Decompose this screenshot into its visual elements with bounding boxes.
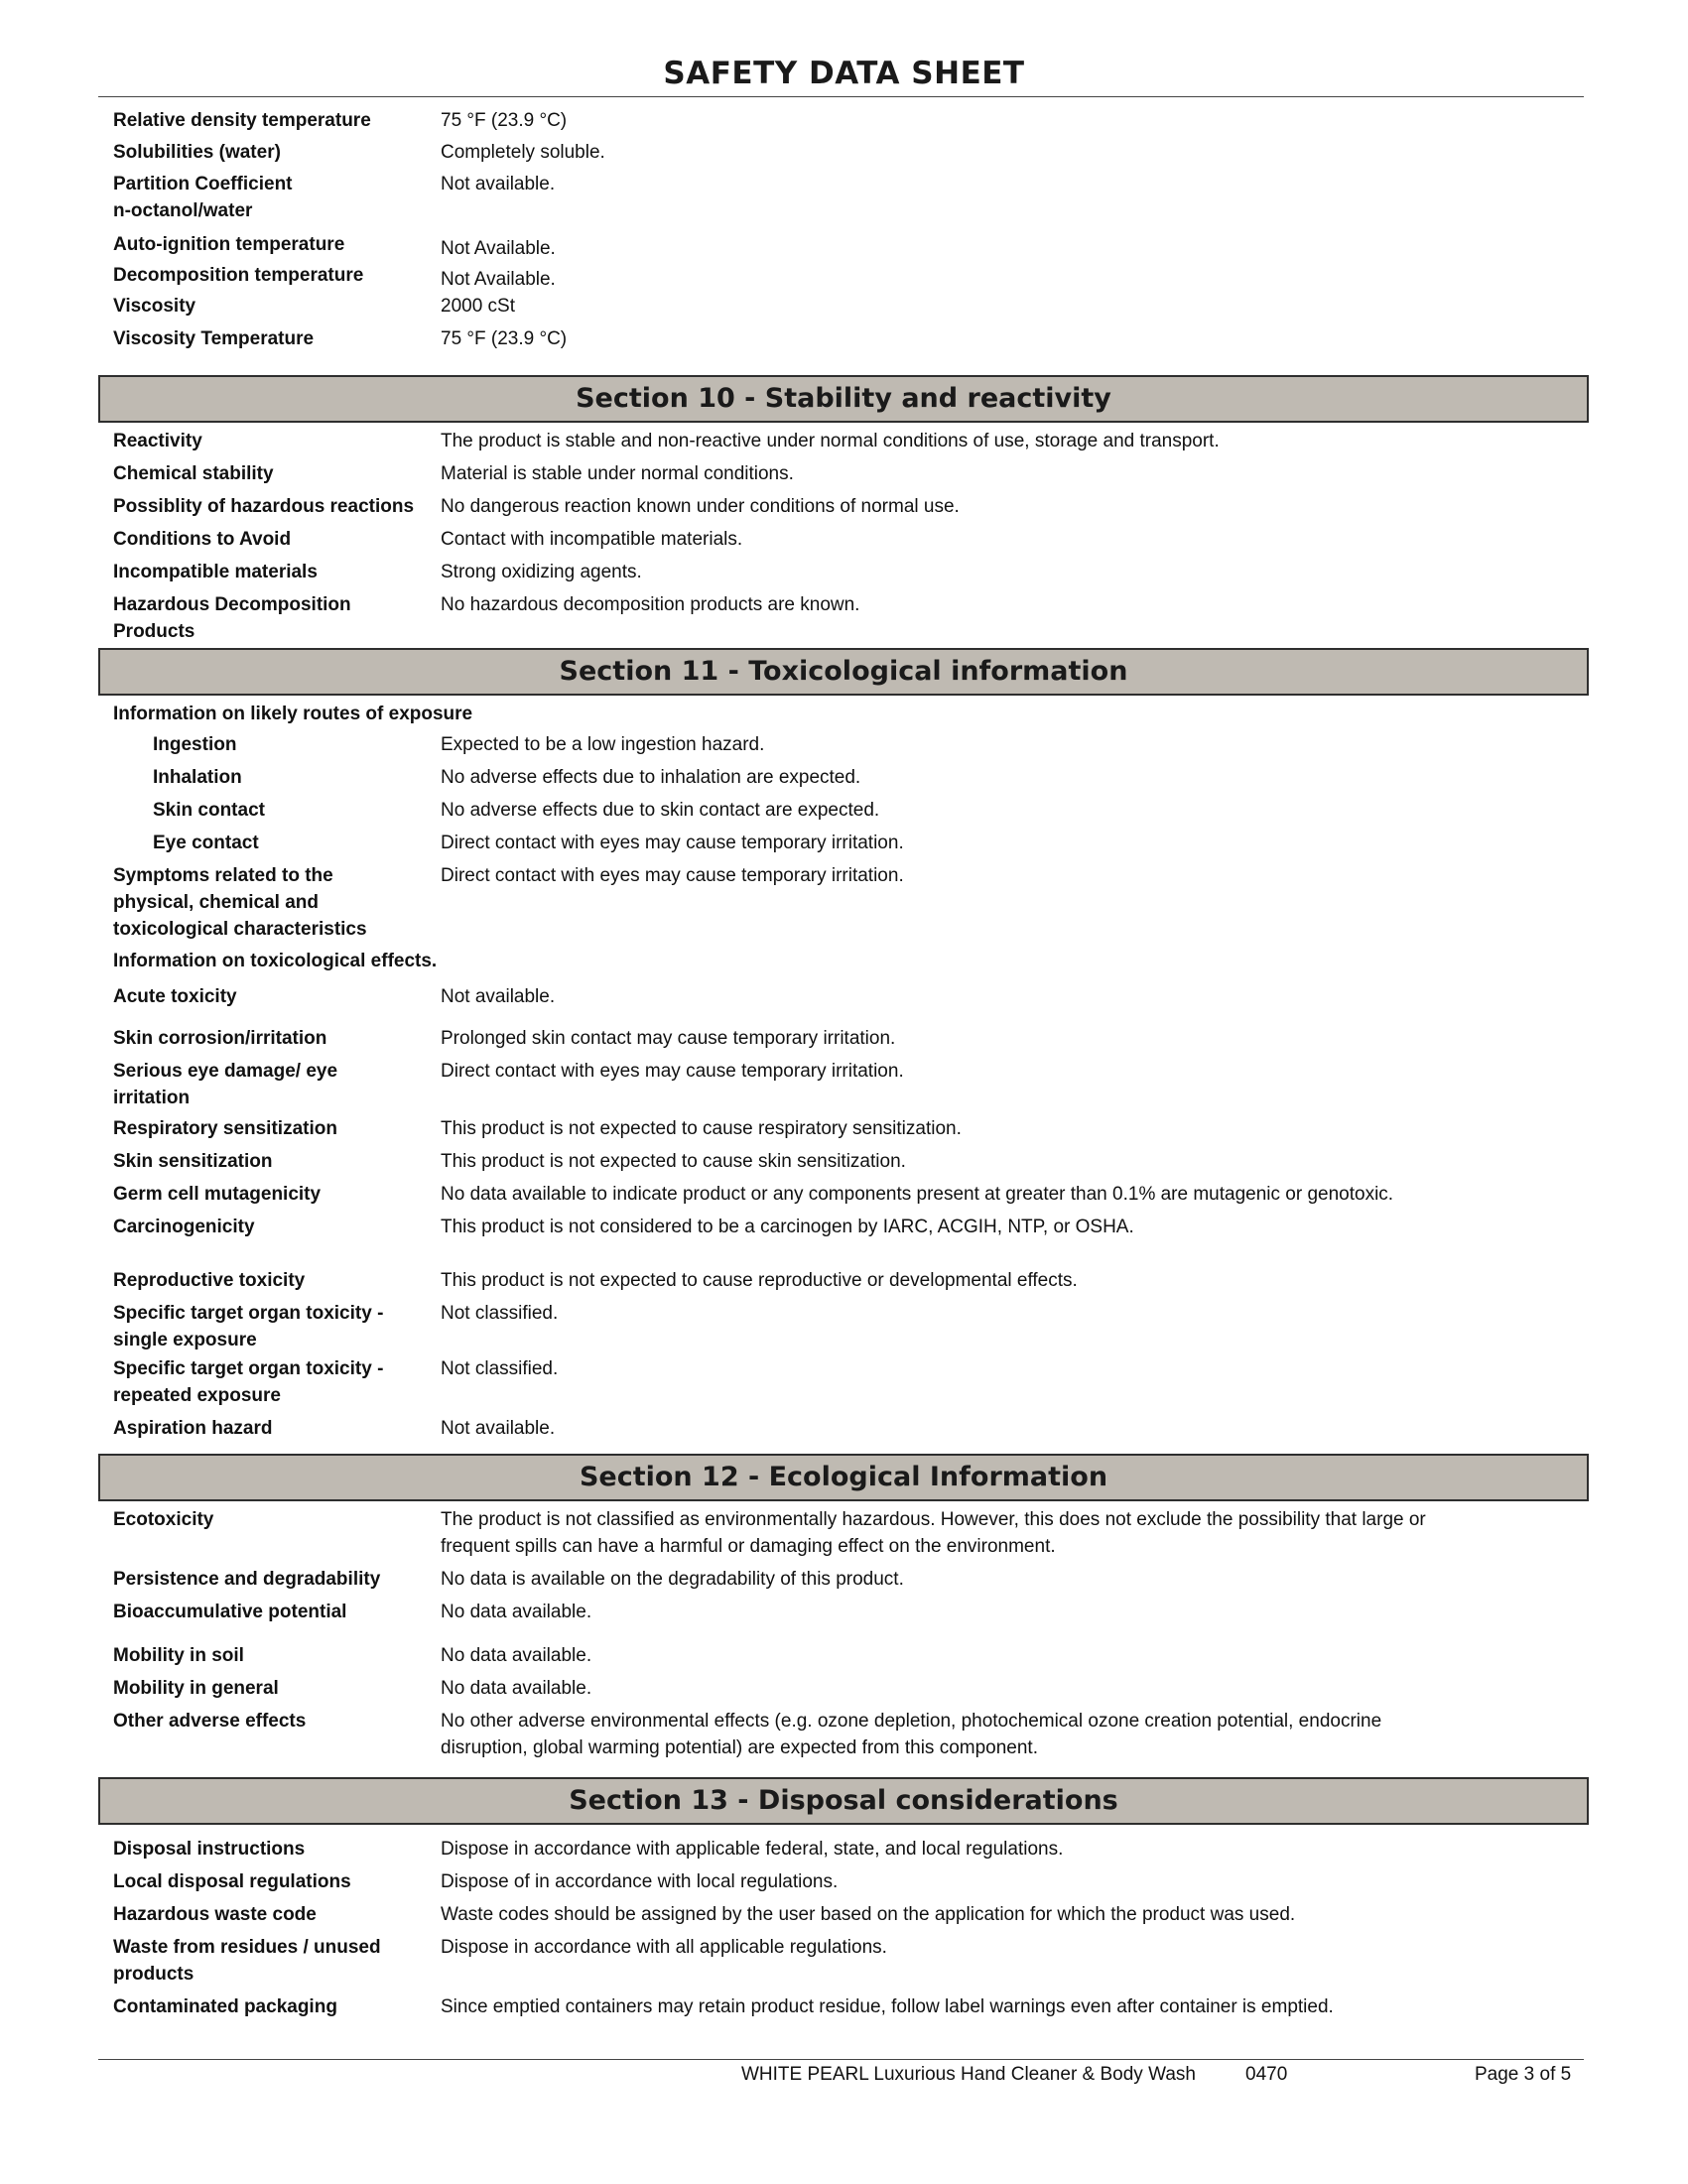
- property-label: Mobility in general: [113, 1678, 279, 1699]
- property-value: Not available.: [441, 174, 556, 194]
- property-row: [0, 1566, 1688, 1599]
- property-row: [0, 1355, 1688, 1415]
- property-value: No data available to indicate product or any components present at greater than 0.1% are mutagenic or genotoxic.: [441, 1184, 1394, 1205]
- property-row: [0, 1993, 1688, 2026]
- property-row: [0, 1599, 1688, 1642]
- property-label: Contaminated packaging: [113, 1996, 337, 2017]
- property-label: Ecotoxicity: [113, 1509, 214, 1530]
- property-value: This product is not expected to cause skin sensitization.: [441, 1151, 906, 1172]
- property-label: Partition Coefficient n-octanol/water: [113, 174, 293, 221]
- property-value: No data available.: [441, 1602, 592, 1622]
- property-value: No adverse effects due to skin contact are expected.: [441, 800, 880, 821]
- property-row: [0, 428, 1688, 460]
- property-label: Germ cell mutagenicity: [113, 1184, 322, 1205]
- property-label: Respiratory sensitization: [113, 1118, 337, 1139]
- property-label: Skin corrosion/irritation: [113, 1028, 327, 1049]
- property-row: [0, 1836, 1688, 1868]
- property-label: Viscosity Temperature: [113, 328, 315, 349]
- property-value: 75 °F (23.9 °C): [441, 328, 568, 349]
- property-row: [0, 830, 1688, 862]
- property-label: Ingestion: [153, 734, 237, 755]
- property-value: No dangerous reaction known under conditions of normal use.: [441, 496, 960, 517]
- footer-product-code: 0470: [1245, 2064, 1288, 2085]
- section9-continued: [0, 107, 1688, 357]
- property-value: Since emptied containers may retain product residue, follow label warnings even after container is emptied.: [441, 1996, 1334, 2017]
- property-label: Waste from residues / unused products: [113, 1937, 381, 1985]
- property-value: No data available.: [441, 1678, 592, 1699]
- property-row: [0, 1675, 1688, 1708]
- property-row: [0, 1901, 1688, 1934]
- property-row: [0, 1214, 1688, 1267]
- property-value: No hazardous decomposition products are known.: [441, 594, 860, 615]
- property-label: Symptoms related to the physical, chemical and toxicological characteristics: [113, 865, 367, 940]
- property-row: [0, 862, 1688, 948]
- property-label: Skin sensitization: [113, 1151, 273, 1172]
- section-10-body: [0, 428, 1688, 645]
- property-row: [0, 526, 1688, 559]
- property-value: Direct contact with eyes may cause temporary irritation.: [441, 865, 904, 886]
- property-row: [0, 591, 1688, 645]
- property-value: Expected to be a low ingestion hazard.: [441, 734, 765, 755]
- property-row: [0, 1300, 1688, 1355]
- property-row: [0, 797, 1688, 830]
- subheading-row: [0, 701, 1688, 731]
- property-value: Not available.: [441, 986, 556, 1007]
- property-label: Other adverse effects: [113, 1711, 307, 1732]
- property-label: Specific target organ toxicity - single exposure: [113, 1303, 384, 1350]
- property-label: Mobility in soil: [113, 1645, 244, 1666]
- subheading-row: [0, 948, 1688, 983]
- property-row: [0, 1181, 1688, 1214]
- property-row: [0, 171, 1688, 231]
- property-row: [0, 139, 1688, 171]
- property-label: Persistence and degradability: [113, 1569, 381, 1590]
- property-row: [0, 493, 1688, 526]
- property-row: [0, 1642, 1688, 1675]
- property-label: Incompatible materials: [113, 562, 318, 582]
- property-label: Carcinogenicity: [113, 1217, 255, 1237]
- section-11-body: [0, 701, 1688, 1448]
- property-value: This product is not considered to be a carcinogen by IARC, ACGIH, NTP, or OSHA.: [441, 1217, 1134, 1237]
- property-value: Direct contact with eyes may cause temporary irritation.: [441, 833, 904, 853]
- property-value: Not classified.: [441, 1303, 559, 1324]
- property-value: Strong oxidizing agents.: [441, 562, 642, 582]
- property-value: No data is available on the degradability of this product.: [441, 1569, 904, 1590]
- property-value: Contact with incompatible materials.: [441, 529, 743, 550]
- property-row: [0, 107, 1688, 139]
- property-value: Waste codes should be assigned by the user based on the application for which the product was used.: [441, 1904, 1296, 1925]
- property-value: 75 °F (23.9 °C): [441, 110, 568, 131]
- title-divider: [98, 96, 1584, 97]
- property-label: Specific target organ toxicity - repeated exposure: [113, 1358, 384, 1406]
- property-label: Disposal instructions: [113, 1839, 306, 1860]
- property-row: [0, 559, 1688, 591]
- property-value: Dispose in accordance with all applicable regulations.: [441, 1937, 887, 1958]
- property-row: [0, 1506, 1688, 1566]
- property-value: The product is stable and non-reactive under normal conditions of use, storage and transport.: [441, 431, 1220, 451]
- section-13-header: Section 13 - Disposal considerations: [98, 1777, 1589, 1825]
- property-label: Acute toxicity: [113, 986, 237, 1007]
- property-label: Decomposition temperature: [113, 265, 364, 286]
- page-title: SAFETY DATA SHEET: [663, 56, 1025, 91]
- footer-divider: [98, 2059, 1584, 2060]
- property-row: [0, 731, 1688, 764]
- property-label: Hazardous waste code: [113, 1904, 317, 1925]
- property-row: [0, 460, 1688, 493]
- section-10-header: Section 10 - Stability and reactivity: [98, 375, 1589, 423]
- property-value: 2000 cSt: [441, 296, 515, 317]
- property-label: Inhalation: [153, 767, 242, 788]
- property-value: No other adverse environmental effects (e.g. ozone depletion, photochemical ozone creation potential, endocrine disruption, global warming potential) are expected from this component.: [441, 1711, 1382, 1758]
- property-label: Bioaccumulative potential: [113, 1602, 347, 1622]
- property-label: Local disposal regulations: [113, 1871, 351, 1892]
- property-label: Eye contact: [153, 833, 259, 853]
- property-row: [0, 1934, 1688, 1993]
- property-label: Viscosity: [113, 296, 196, 317]
- property-value: No adverse effects due to inhalation are expected.: [441, 767, 861, 788]
- property-label: Possiblity of hazardous reactions: [113, 496, 415, 517]
- property-value: Not available.: [441, 1418, 556, 1439]
- property-row: [0, 1115, 1688, 1148]
- property-value: Completely soluble.: [441, 142, 605, 163]
- property-label: Hazardous Decomposition Products: [113, 594, 351, 642]
- section-12-header: Section 12 - Ecological Information: [98, 1454, 1589, 1501]
- property-value: Not Available.: [441, 269, 556, 290]
- property-value: Dispose in accordance with applicable federal, state, and local regulations.: [441, 1839, 1064, 1860]
- property-row: [0, 764, 1688, 797]
- property-label: Auto-ignition temperature: [113, 234, 345, 255]
- property-row: [0, 1267, 1688, 1300]
- effects-heading: Information on toxicological effects.: [113, 951, 438, 971]
- property-label: Conditions to Avoid: [113, 529, 292, 550]
- property-row: [0, 231, 1688, 262]
- property-label: Aspiration hazard: [113, 1418, 273, 1439]
- property-row: [0, 262, 1688, 293]
- property-label: Skin contact: [153, 800, 265, 821]
- section-11-header: Section 11 - Toxicological information: [98, 648, 1589, 696]
- property-row: [0, 1148, 1688, 1181]
- section-13-body: [0, 1836, 1688, 2026]
- footer-product-name: WHITE PEARL Luxurious Hand Cleaner & Body Wash: [741, 2064, 1196, 2085]
- property-row: [0, 1025, 1688, 1058]
- property-value: No data available.: [441, 1645, 592, 1666]
- routes-heading: Information on likely routes of exposure: [113, 704, 473, 724]
- property-label: Reproductive toxicity: [113, 1270, 306, 1291]
- property-value: Not Available.: [441, 238, 556, 259]
- property-value: Prolonged skin contact may cause temporary irritation.: [441, 1028, 896, 1049]
- property-row: [0, 1708, 1688, 1765]
- property-row: [0, 1868, 1688, 1901]
- property-value: Material is stable under normal conditions.: [441, 463, 794, 484]
- property-value: Dispose of in accordance with local regulations.: [441, 1871, 839, 1892]
- property-row: [0, 1058, 1688, 1115]
- section-12-body: [0, 1506, 1688, 1765]
- property-label: Relative density temperature: [113, 110, 371, 131]
- property-label: Solubilities (water): [113, 142, 281, 163]
- property-row: [0, 1415, 1688, 1448]
- property-label: Reactivity: [113, 431, 202, 451]
- footer-page-number: Page 3 of 5: [1475, 2064, 1572, 2085]
- property-row: [0, 983, 1688, 1025]
- property-value: The product is not classified as environmentally hazardous. However, this does not exclude the possibility that large or frequent spills can have a harmful or damaging effect on the environment.: [441, 1509, 1426, 1557]
- property-value: This product is not expected to cause respiratory sensitization.: [441, 1118, 962, 1139]
- property-label: Serious eye damage/ eye irritation: [113, 1061, 338, 1108]
- property-label: Chemical stability: [113, 463, 274, 484]
- property-value: This product is not expected to cause reproductive or developmental effects.: [441, 1270, 1078, 1291]
- property-row: [0, 293, 1688, 325]
- property-value: Direct contact with eyes may cause temporary irritation.: [441, 1061, 904, 1082]
- property-value: Not classified.: [441, 1358, 559, 1379]
- property-row: [0, 325, 1688, 357]
